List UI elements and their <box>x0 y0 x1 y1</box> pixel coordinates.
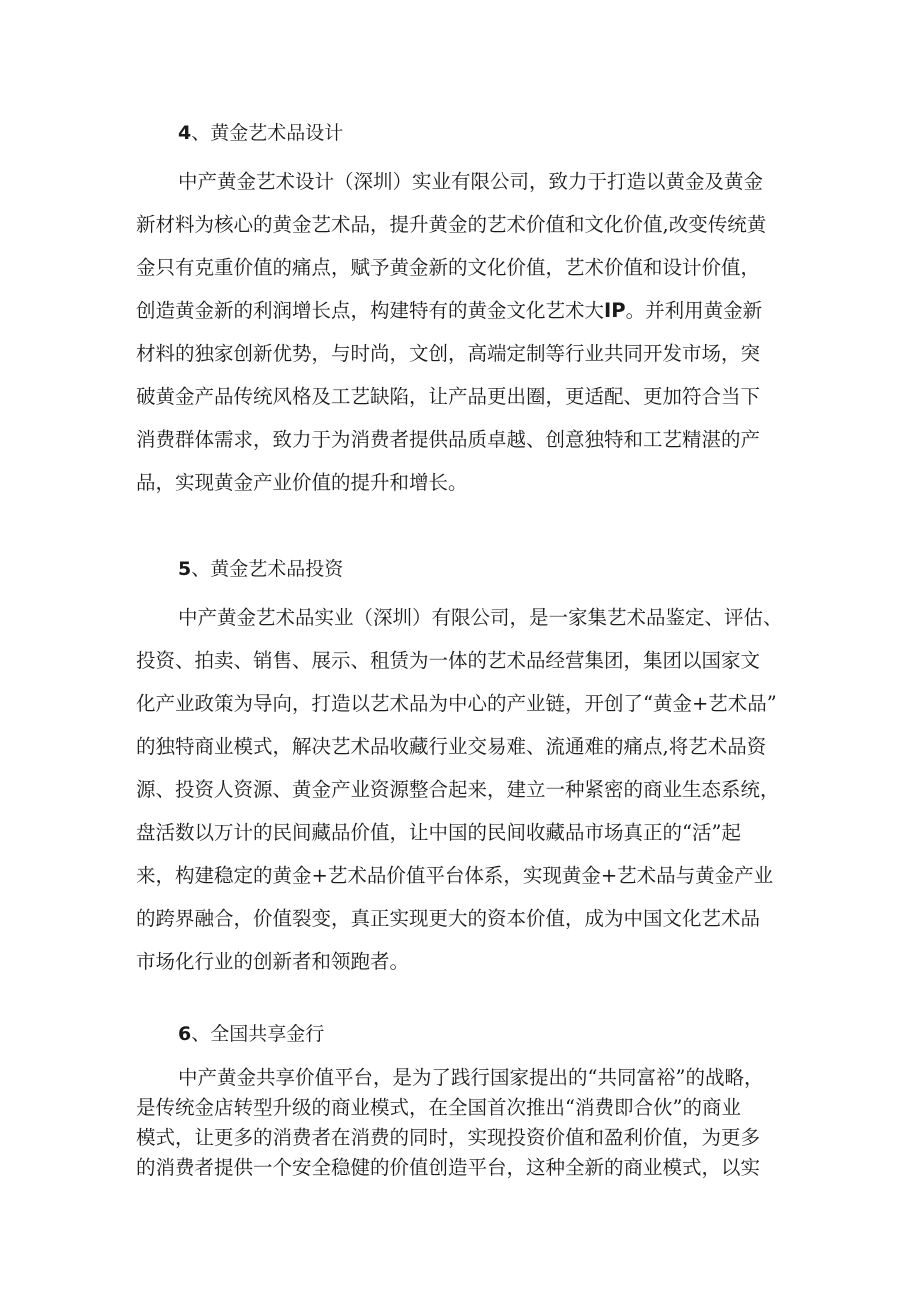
section-4-number: 4 <box>178 122 192 144</box>
text-line: 来，构建稳定的黄金+艺术品价值平台体系，实现黄金+艺术品与黄金产业 <box>136 864 774 887</box>
section-4-paragraph <box>136 160 796 504</box>
section-4-title: 、黄金艺术品设计 <box>191 122 344 144</box>
text-line: 的跨界融合，价值裂变，真正实现更大的资本价值，成为中国文化艺术品 <box>136 907 761 930</box>
text-line <box>136 289 796 332</box>
section-6-title: 、全国共享金行 <box>191 1023 325 1045</box>
text-line: 化产业政策为导向，打造以艺术品为中心的产业链，开创了“黄金+艺术品” <box>136 692 777 715</box>
section-6-heading <box>178 1019 324 1046</box>
text-line: 是传统金店转型升级的商业模式，在全国首次推出“消费即合伙”的商业 <box>136 1096 741 1119</box>
section-6-paragraph <box>136 1063 796 1183</box>
section-4-heading <box>178 118 343 145</box>
ip-text: IP <box>604 299 626 322</box>
section-5-paragraph <box>136 596 796 983</box>
text-line: 破黄金产品传统风格及工艺缺陷，让产品更出圈，更适配、更加符合当下 <box>136 385 761 408</box>
text-line: 中产黄金艺术品实业（深圳）有限公司，是一家集艺术品鉴定、评估、 <box>178 606 783 629</box>
section-5-title: 、黄金艺术品投资 <box>191 558 344 580</box>
section-5-heading <box>178 554 343 581</box>
text-line: 市场化行业的创新者和领跑者。 <box>136 950 410 973</box>
section-5-number: 5 <box>178 558 192 580</box>
text-segment: 。并利用黄金新 <box>625 299 763 322</box>
text-line: 中产黄金共享价值平台，是为了践行国家提出的“共同富裕”的战略， <box>178 1066 764 1089</box>
text-line: 品，实现黄金产业价值的提升和增长。 <box>136 471 468 494</box>
section-6-number: 6 <box>178 1023 192 1045</box>
text-line: 中产黄金艺术设计（深圳）实业有限公司，致力于打造以黄金及黄金 <box>178 170 764 193</box>
text-line: 投资、拍卖、销售、展示、租赁为一体的艺术品经营集团，集团以国家文 <box>136 649 761 672</box>
text-segment: 创造黄金新的利润增长点，构建特有的黄金文化艺术大 <box>136 299 605 322</box>
text-line: 的消费者提供一个安全稳健的价值创造平台，这种全新的商业模式，以实 <box>136 1156 761 1179</box>
text-line: 消费群体需求，致力于为消费者提供品质卓越、创意独特和工艺精湛的产 <box>136 428 761 451</box>
text-line: 模式，让更多的消费者在消费的同时，实现投资价值和盈利价值，为更多 <box>136 1126 761 1149</box>
text-line: 源、投资人资源、黄金产业资源整合起来，建立一种紧密的商业生态系统， <box>136 778 780 801</box>
text-line: 盘活数以万计的民间藏品价值，让中国的民间收藏品市场真正的“活”起 <box>136 821 741 844</box>
text-line: 新材料为核心的黄金艺术品，提升黄金的艺术价值和文化价值,改变传统黄 <box>136 213 767 236</box>
text-line: 的独特商业模式，解决艺术品收藏行业交易难、流通难的痛点,将艺术品资 <box>136 735 767 758</box>
text-line: 金只有克重价值的痛点，赋予黄金新的文化价值，艺术价值和设计价值， <box>136 256 761 279</box>
text-line: 材料的独家创新优势，与时尚，文创，高端定制等行业共同开发市场，突 <box>136 342 761 365</box>
